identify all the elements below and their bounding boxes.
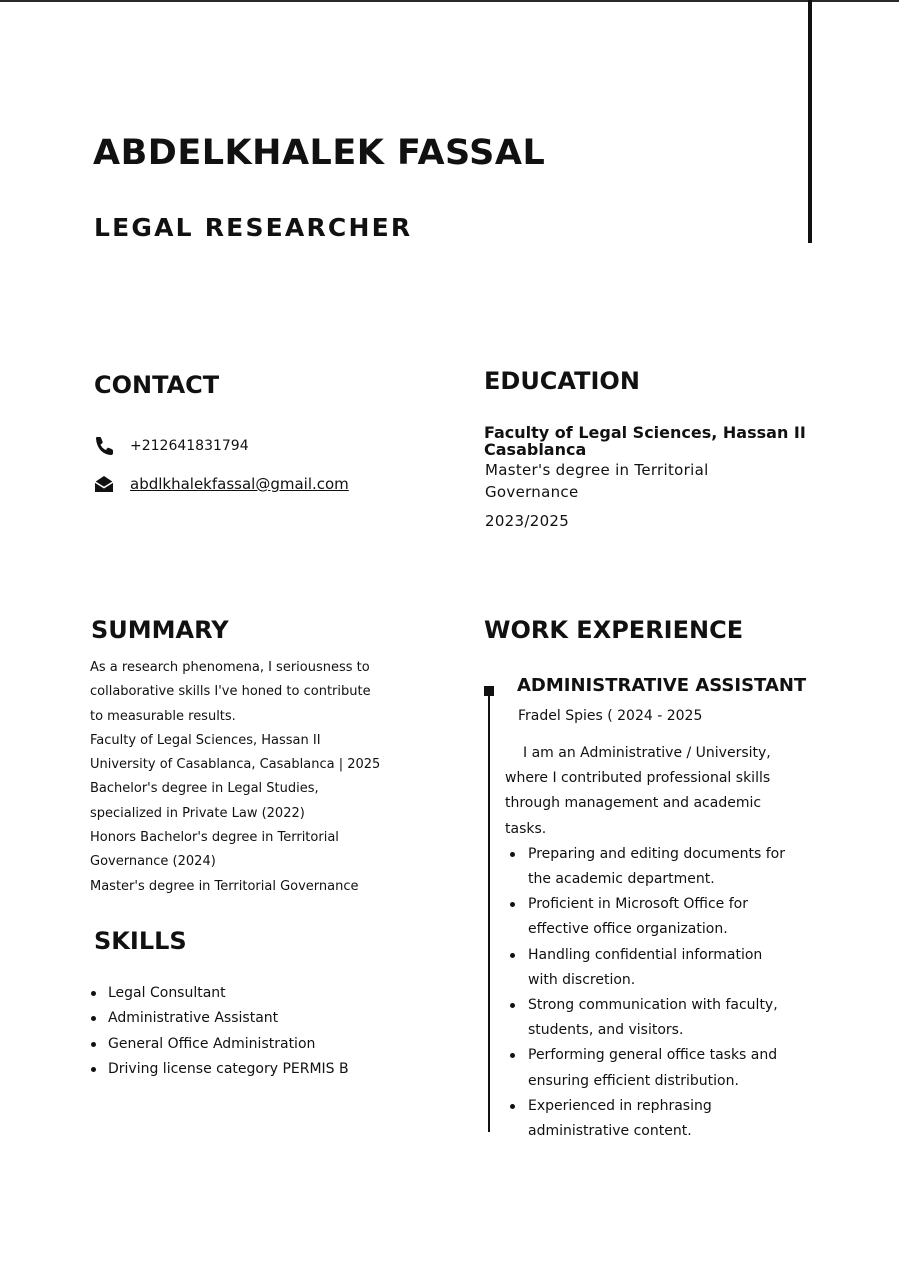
summary-line: Master's degree in Territorial Governance <box>90 878 359 894</box>
summary-line: As a research phenomena, I seriousness to <box>90 660 370 675</box>
job-description <box>505 741 805 1144</box>
summary-line: Bachelor's degree in Legal Studies, <box>90 781 319 797</box>
skills-heading: SKILLS <box>94 927 187 955</box>
email-link[interactable]: abdlkhalekfassal@gmail.com <box>130 475 349 493</box>
summary-heading: SUMMARY <box>91 616 229 644</box>
job-bullet <box>505 842 805 892</box>
education-school: Faculty of Legal Sciences, Hassan II Casablanca <box>484 423 806 459</box>
job-bullet-line: Experienced in rephrasing <box>528 1097 712 1114</box>
summary-line: University of Casablanca, Casablanca | 2025 <box>90 757 381 773</box>
contact-heading: CONTACT <box>94 371 220 399</box>
job-bullet <box>505 1094 805 1144</box>
summary-line: Faculty of Legal Sciences, Hassan II <box>90 732 321 748</box>
job-bullet <box>505 943 805 993</box>
education-years: 2023/2025 <box>485 512 570 530</box>
education-degree: Master's degree in Territorial Governance <box>485 461 709 501</box>
job-company: Fradel Spies ( 2024 - 2025 <box>518 708 703 724</box>
job-bullet-line: students, and visitors. <box>528 1022 684 1039</box>
job-bullet-line: administrative content. <box>528 1123 692 1140</box>
job-bullet <box>505 892 805 942</box>
summary-line: specialized in Private Law (2022) <box>90 805 305 821</box>
job-bullet-line: Preparing and editing documents for <box>528 845 785 862</box>
job-intro-line: through management and academic <box>505 795 762 812</box>
candidate-role: LEGAL RESEARCHER <box>94 213 413 242</box>
job-bullet-line: Handling confidential information <box>528 946 763 963</box>
candidate-name: ABDELKHALEK FASSAL <box>93 133 546 173</box>
job-bullet-line: Proficient in Microsoft Office for <box>528 896 748 913</box>
education-heading: EDUCATION <box>484 367 640 395</box>
header-accent-bar <box>808 0 812 243</box>
job-bullet-line: effective office organization. <box>528 921 728 938</box>
skill-item: Administrative Assistant <box>90 1006 349 1031</box>
job-bullet <box>505 993 805 1043</box>
job-intro-line: where I contributed professional skills <box>505 770 771 787</box>
contact-phone-row <box>93 436 249 456</box>
skills-list <box>90 981 349 1082</box>
summary-line: to measurable results. <box>90 708 236 724</box>
job-title: ADMINISTRATIVE ASSISTANT <box>517 675 807 696</box>
envelope-icon <box>93 474 115 494</box>
contact-email-row <box>93 474 349 494</box>
summary-text <box>90 656 380 899</box>
timeline-line <box>488 692 490 1132</box>
phone-number[interactable]: +212641831794 <box>130 438 249 454</box>
job-bullet-line: Performing general office tasks and <box>528 1047 778 1064</box>
skill-item: Legal Consultant <box>90 981 349 1006</box>
phone-icon <box>93 436 115 456</box>
skill-item: General Office Administration <box>90 1032 349 1057</box>
job-bullet-line: the academic department. <box>528 871 715 888</box>
summary-line: collaborative skills I've honed to contribute <box>90 684 371 700</box>
job-bullet-line: ensuring efficient distribution. <box>528 1072 739 1089</box>
skill-item: Driving license category PERMIS B <box>90 1057 349 1082</box>
job-bullet-line: Strong communication with faculty, <box>528 997 778 1014</box>
job-bullet <box>505 1043 805 1093</box>
job-bullet-line: with discretion. <box>528 971 636 988</box>
job-intro-line: tasks. <box>505 820 547 837</box>
job-bullets <box>505 842 805 1144</box>
job-intro-line: I am an Administrative / University, <box>523 745 771 761</box>
top-rule <box>0 0 899 2</box>
timeline-marker <box>484 686 494 696</box>
summary-line: Governance (2024) <box>90 854 216 870</box>
work-heading: WORK EXPERIENCE <box>484 616 744 644</box>
summary-line: Honors Bachelor's degree in Territorial <box>90 830 339 846</box>
